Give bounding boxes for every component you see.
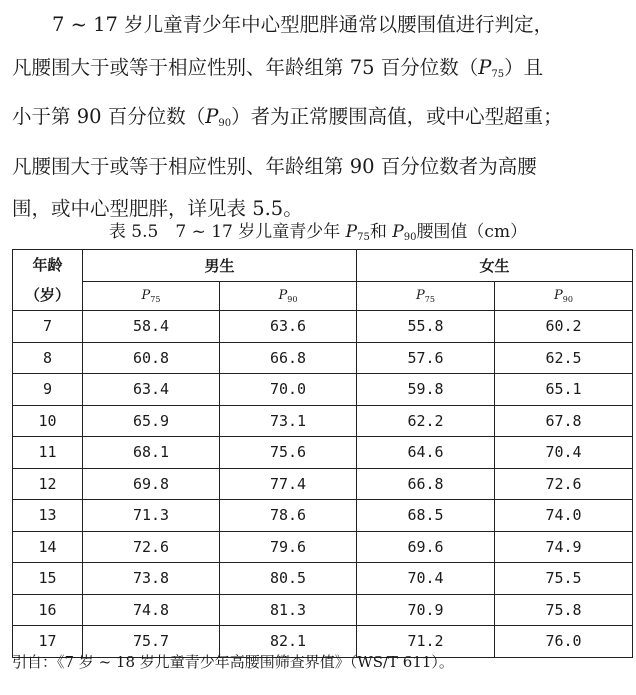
paragraph-line-5: 围，或中心型肥胖，详见表 5.5。 — [12, 197, 303, 220]
female-p75-cell: 70.9 — [357, 594, 495, 626]
male-p75-cell: 72.6 — [83, 531, 220, 563]
male-p75-cell: 60.8 — [83, 342, 220, 374]
female-p75-cell: 69.6 — [357, 531, 495, 563]
female-header: 女生 — [357, 250, 633, 282]
table-row — [13, 374, 633, 406]
male-p90-cell: 80.5 — [220, 563, 357, 595]
female-p75-cell: 55.8 — [357, 311, 495, 343]
age-cell: 10 — [13, 405, 83, 437]
table-caption: 表 5.5 7 ~ 17 岁儿童青少年 $P_{75}$和 $P_{90}$腰围值（cm） — [108, 222, 528, 243]
male-p75-cell: 65.9 — [83, 405, 220, 437]
male-p75-cell: 58.4 — [83, 311, 220, 343]
female-p90-cell: 75.8 — [495, 594, 633, 626]
table-row — [13, 500, 633, 532]
male-p90-cell: 81.3 — [220, 594, 357, 626]
age-cell: 14 — [13, 531, 83, 563]
male-p75-cell: 71.3 — [83, 500, 220, 532]
waist-circumference-table — [12, 249, 633, 658]
male-p75-cell: 73.8 — [83, 563, 220, 595]
female-p75-cell: 62.2 — [357, 405, 495, 437]
table-row — [13, 311, 633, 343]
paragraph-line-1: 7 ~ 17 岁儿童青少年中心型肥胖通常以腰围值进行判定， — [52, 13, 554, 36]
female-p90-cell: 67.8 — [495, 405, 633, 437]
female-p75-cell: 71.2 — [357, 626, 495, 658]
male-p90-cell: 79.6 — [220, 531, 357, 563]
age-cell: 17 — [13, 626, 83, 658]
male-p90-cell: 70.0 — [220, 374, 357, 406]
female-p75-header: $P_{75}$ — [357, 281, 495, 310]
female-p90-cell: 72.6 — [495, 468, 633, 500]
age-cell: 9 — [13, 374, 83, 406]
table-row — [13, 563, 633, 595]
female-p90-header: $P_{90}$ — [495, 281, 633, 310]
female-p90-cell: 70.4 — [495, 437, 633, 469]
paragraph-line-2: 凡腰围大于或等于相应性别、年龄组第 75 百分位数$(P_{75})$且 — [12, 55, 544, 80]
male-p90-cell: 63.6 — [220, 311, 357, 343]
paragraph-line-4: 凡腰围大于或等于相应性别、年龄组第 90 百分位数者为高腰 — [12, 154, 537, 178]
female-p75-cell: 68.5 — [357, 500, 495, 532]
male-p75-cell: 75.7 — [83, 626, 220, 658]
male-p90-header: $P_{90}$ — [220, 281, 357, 310]
male-p90-cell: 75.6 — [220, 437, 357, 469]
female-p75-cell: 66.8 — [357, 468, 495, 500]
female-p75-cell: 57.6 — [357, 342, 495, 374]
female-p75-cell: 59.8 — [357, 374, 495, 406]
male-p75-cell: 69.8 — [83, 468, 220, 500]
age-cell: 16 — [13, 594, 83, 626]
female-p90-cell: 76.0 — [495, 626, 633, 658]
age-cell: 8 — [13, 342, 83, 374]
intro-paragraph — [12, 4, 630, 231]
male-p90-cell: 82.1 — [220, 626, 357, 658]
table-row — [13, 405, 633, 437]
female-p75-cell: 70.4 — [357, 563, 495, 595]
female-p90-cell: 65.1 — [495, 374, 633, 406]
female-p90-cell: 75.5 — [495, 563, 633, 595]
male-p90-cell: 77.4 — [220, 468, 357, 500]
age-cell: 7 — [13, 311, 83, 343]
male-header: 男生 — [83, 250, 357, 282]
age-cell: 12 — [13, 468, 83, 500]
female-p75-cell: 64.6 — [357, 437, 495, 469]
male-p75-cell: 63.4 — [83, 374, 220, 406]
age-cell: 15 — [13, 563, 83, 595]
age-cell: 11 — [13, 437, 83, 469]
male-p75-header: $P_{75}$ — [83, 281, 220, 310]
female-p90-cell: 60.2 — [495, 311, 633, 343]
female-p90-cell: 62.5 — [495, 342, 633, 374]
female-p90-cell: 74.9 — [495, 531, 633, 563]
table-row — [13, 531, 633, 563]
male-p90-cell: 66.8 — [220, 342, 357, 374]
female-p90-cell: 74.0 — [495, 500, 633, 532]
table-row — [13, 468, 633, 500]
male-p90-cell: 73.1 — [220, 405, 357, 437]
age-cell: 13 — [13, 500, 83, 532]
age-header: 年龄 （岁） — [13, 250, 83, 311]
male-p75-cell: 74.8 — [83, 594, 220, 626]
table-row — [13, 342, 633, 374]
male-p90-cell: 78.6 — [220, 500, 357, 532]
male-p75-cell: 68.1 — [83, 437, 220, 469]
paragraph-line-3: 小于第 90 百分位数$(P_{90})$者为正常腰围高值，或中心型超重； — [12, 105, 563, 129]
table-row — [13, 594, 633, 626]
source-footnote: 引自：《7 岁 ~ 18 岁儿童青少年高腰围筛查界值》（WS/T 611）。 — [12, 653, 454, 671]
table-row — [13, 437, 633, 469]
